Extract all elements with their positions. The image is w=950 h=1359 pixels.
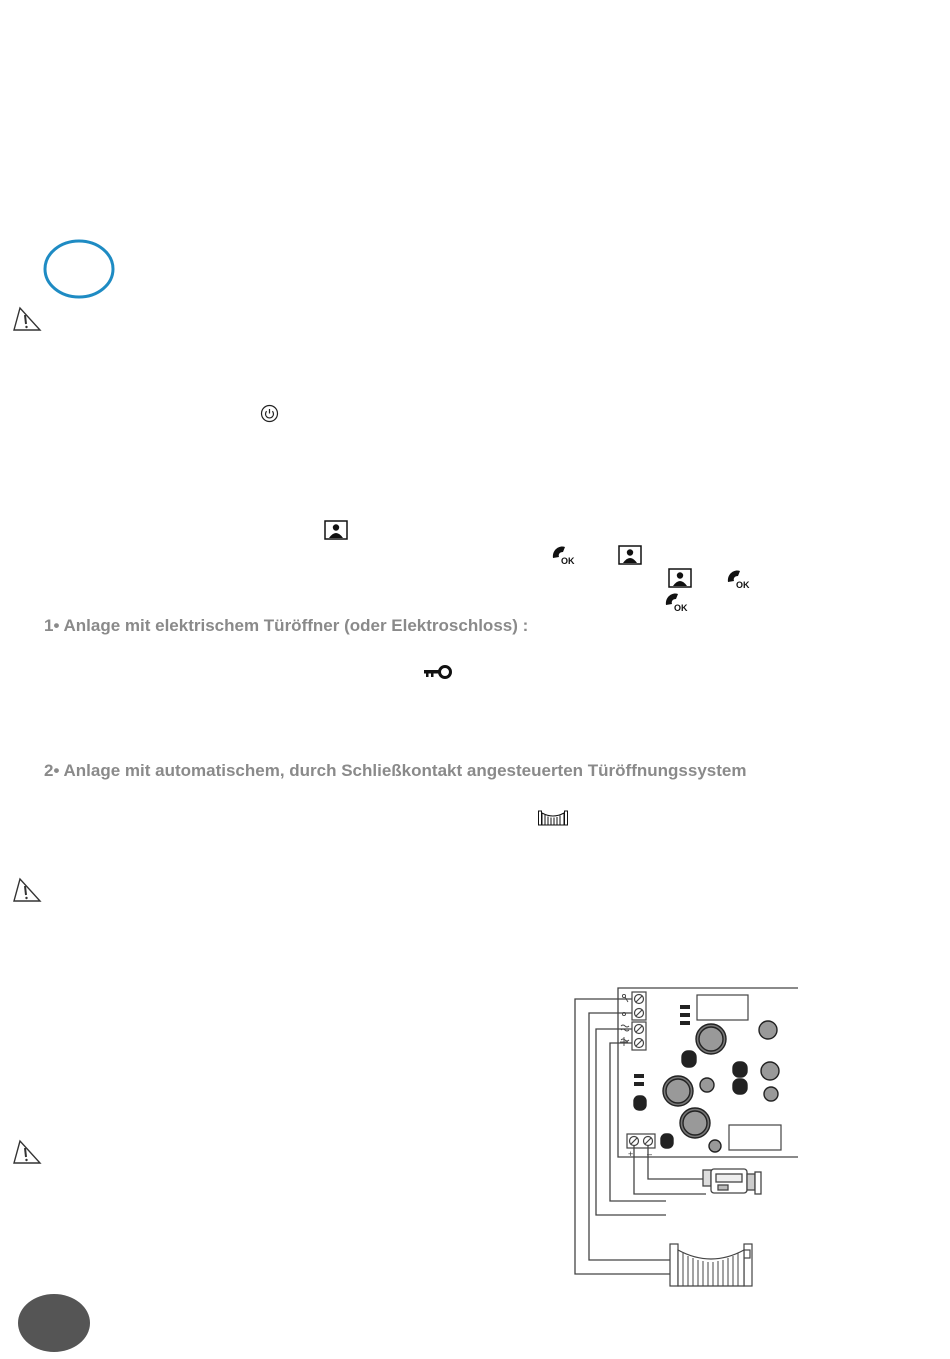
key-icon <box>423 664 453 680</box>
section-heading-1: 1• Anlage mit elektrischem Türöffner (oder Elektroschloss) : <box>44 616 529 635</box>
warning-icon <box>12 877 42 903</box>
terminal-plus: + <box>628 1149 634 1159</box>
terminal-minus: – <box>647 1149 653 1159</box>
gate-icon <box>538 810 568 826</box>
handset-ok-icon <box>550 544 578 566</box>
page-marker-icon <box>16 1293 94 1355</box>
automatic-gate <box>670 1244 752 1286</box>
language-marker-icon <box>42 238 116 302</box>
power-icon <box>260 404 279 423</box>
ok-label: OK <box>561 556 575 566</box>
ok-label: OK <box>674 603 688 613</box>
camera-view-icon <box>668 568 692 588</box>
terminal-block-top <box>632 992 646 1050</box>
camera-view-icon <box>324 520 348 540</box>
ok-label: OK <box>736 580 750 590</box>
warning-icon <box>12 1139 42 1165</box>
handset-ok-icon <box>725 568 753 590</box>
camera-view-icon <box>618 545 642 565</box>
section-heading-2: 2• Anlage mit automatischem, durch Schließkontakt angesteuerten Türöffnungssystem <box>44 761 747 780</box>
wiring-diagram <box>566 982 806 1292</box>
electric-lock <box>703 1169 761 1194</box>
handset-ok-icon <box>663 591 691 613</box>
warning-icon <box>12 306 42 332</box>
